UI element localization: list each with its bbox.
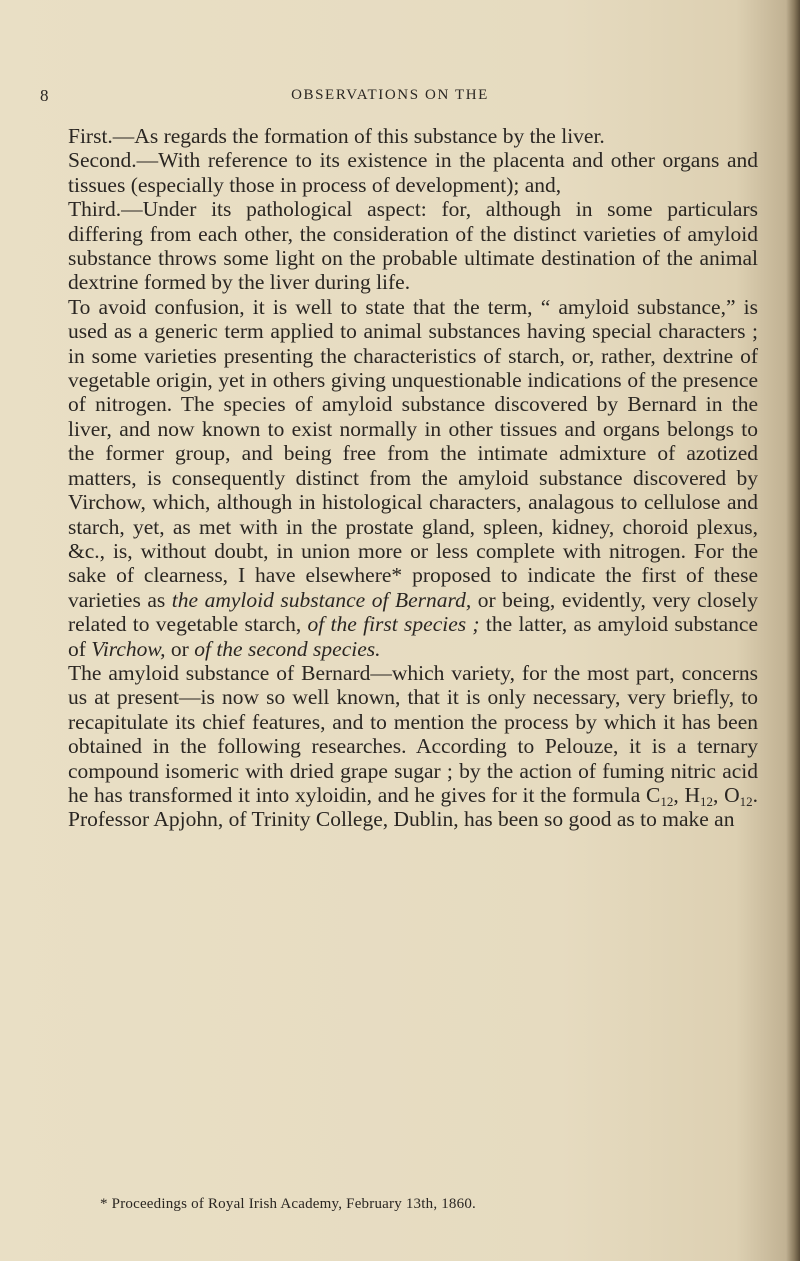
paragraph-amyloid-definition (68, 295, 758, 661)
footnote: * Proceedings of Royal Irish Academy, February 13th, 1860. (100, 1196, 476, 1212)
body-text (68, 124, 758, 832)
text-run: The amyloid substance of Bernard—which variety, for the most part, concerns us at present—is now so well known, that it is only necessary, very briefly, to recapitulate its chief features, and to mention the process by which it has been obtained in the following researches. According to Pelouze, it is a ternary compound isomeric with dried grape sugar ; by the action of fuming nitric acid he has transformed it into xyloidin, and he gives for it the formula C (68, 660, 758, 807)
text-run: , O (712, 782, 740, 807)
paragraph-second: Second.—With reference to its existence in the placenta and other organs and tissues (especially those in process of development); and, (68, 148, 758, 197)
subscript: 12 (660, 793, 674, 809)
page-number: 8 (40, 86, 50, 105)
italic-run: of the first species ; (307, 612, 480, 637)
italic-run: Virchow, (91, 636, 166, 661)
paragraph-third: Third.—Under its pathological aspect: for, although in some particulars differing from each other, the consideration of the distinct varieties of amyloid substance throws some light on the probable ultimate destination of the animal dextrine formed by the liver during life. (68, 197, 758, 295)
text-run: the latter, as amyloid substance of (68, 612, 758, 661)
text-run: To avoid confusion, it is well to state that the term, “ amyloid substance,” is used as a generic term applied to animal substances having special characters ; in some varieties presenting the characteristics of starch, or, rather, dextrine of vegetable origin, yet in others giving unquestionable indications of the presence of nitrogen. The species of amyloid substance discovered by Bernard in the liver, and now known to exist normally in other tissues and organs belongs to the former group, and being free from the intimate admixture of azotized matters, is consequently distinct from the amyloid substance discovered by Virchow, which, although in histological characters, analagous to cellulose and starch, yet, as met with in the prostate gland, spleen, kidney, choroid plexus, &c., is, without doubt, in union more or less complete with nitrogen. For the sake of clearness, I have elsewhere* proposed to indicate the first of these varieties as (68, 294, 758, 612)
text-run: or (165, 636, 195, 661)
paragraph-first: First.—As regards the formation of this substance by the liver. (68, 124, 605, 148)
text-run: . Professor Apjohn, of Trinity College, Dublin, has been so good as to make an (68, 782, 759, 832)
text-run: or being, evidently, very closely related to vegetable starch, (68, 587, 758, 637)
paragraph-bernard-substance (68, 661, 758, 832)
text-run: , H (673, 782, 700, 807)
running-head: OBSERVATIONS ON THE (291, 87, 489, 103)
italic-run: the amyloid substance of Bernard, (171, 587, 472, 612)
italic-run: of the second species. (194, 636, 381, 661)
page-edge-shadow (786, 0, 800, 1261)
page-header (0, 86, 800, 108)
subscript: 12 (739, 793, 753, 809)
subscript: 12 (699, 793, 713, 809)
